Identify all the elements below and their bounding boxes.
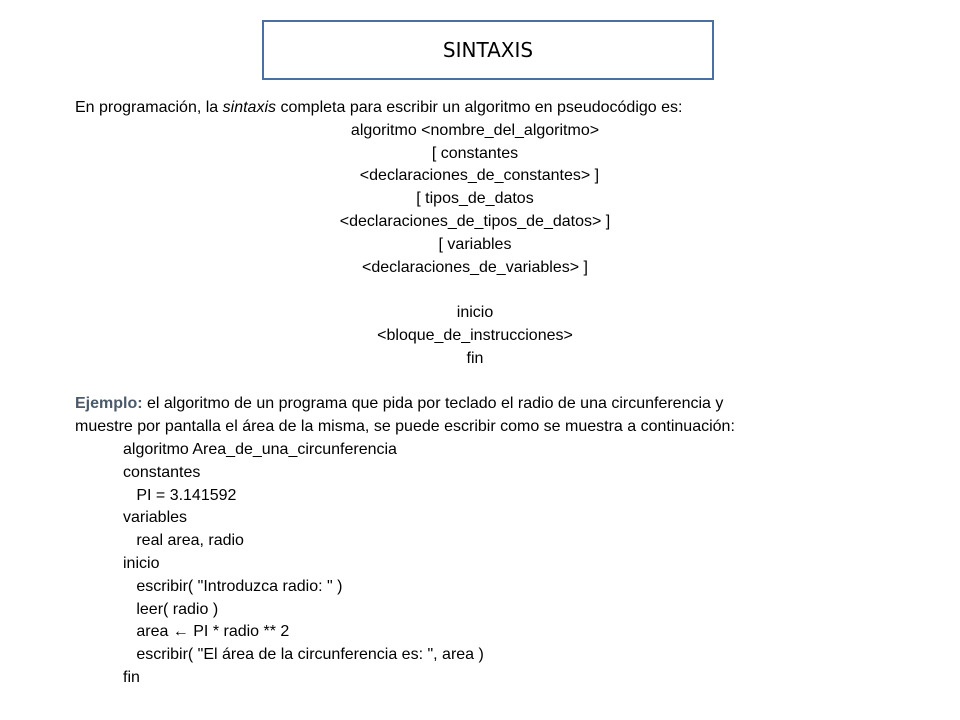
syntax-line: <declaraciones_de_variables> ] <box>362 258 588 276</box>
syntax-line: inicio <box>456 304 494 322</box>
code-line: variables <box>123 509 188 527</box>
example-paragraph <box>75 393 875 416</box>
code-line: algoritmo Area_de_una_circunferencia <box>123 440 397 458</box>
code-line: area ← PI * radio ** 2 <box>123 623 290 641</box>
syntax-line: <declaraciones_de_constantes> ] <box>350 167 600 185</box>
syntax-line: [ variables <box>438 235 512 253</box>
syntax-line: algoritmo <nombre_del_algoritmo> <box>350 121 600 139</box>
syntax-line: <declaraciones_de_tipos_de_datos> ] <box>339 212 611 230</box>
code-line: inicio <box>123 554 160 572</box>
title-box <box>262 20 714 80</box>
slide-title: SINTAXIS <box>442 38 534 62</box>
example-text-1: el algoritmo de un programa que pida por teclado el radio de una circunferencia y <box>142 395 724 413</box>
example-label: Ejemplo: <box>75 395 143 413</box>
syntax-line: [ constantes <box>431 144 519 162</box>
intro-suffix: completa para escribir un algoritmo en pseudocódigo es: <box>276 99 683 116</box>
code-line: PI = 3.141592 <box>123 486 237 504</box>
intro-emphasis: sintaxis <box>222 99 276 116</box>
syntax-line <box>75 279 875 302</box>
code-line: escribir( "Introduzca radio: " ) <box>123 577 343 595</box>
code-line: constantes <box>123 463 201 481</box>
code-line: fin <box>123 668 140 686</box>
code-line: leer( radio ) <box>123 600 219 618</box>
syntax-line: <bloque_de_instrucciones> <box>377 326 573 344</box>
example-text-2: muestre por pantalla el área de la misma, se puede escribir como se muestra a continuación: <box>75 418 735 436</box>
spacer-line <box>75 371 875 394</box>
code-line: escribir( "El área de la circunferencia es: ", area ) <box>123 646 484 664</box>
syntax-line: fin <box>466 349 484 367</box>
intro-prefix: En programación, la <box>75 99 223 116</box>
syntax-line: [ tipos_de_datos <box>416 190 534 208</box>
intro-paragraph <box>75 97 875 120</box>
code-line: real area, radio <box>123 532 244 550</box>
content-body <box>75 97 875 690</box>
